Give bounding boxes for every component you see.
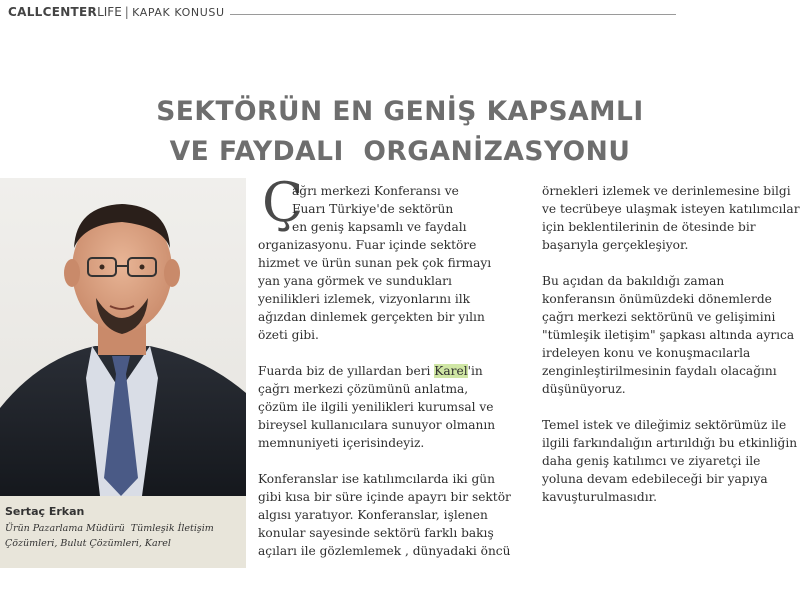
- text-line: ve tecrübeye ulaşmak isteyen katılımcılar: [542, 202, 800, 216]
- text-line: ağızdan dinlemek gerçekten bir yılın: [258, 310, 485, 324]
- text-line: çözüm ile ilgili yenilikleri kurumsal ve: [258, 400, 494, 414]
- text-line: konferansın önümüzdeki dönemlerde: [542, 292, 772, 306]
- text-line: başarıyla gerçekleşiyor.: [542, 238, 689, 252]
- masthead-separator: |: [124, 5, 130, 19]
- text-line: algısı yaratıyor. Konferanslar, işlenen: [258, 508, 488, 522]
- headline-line-2: VE FAYDALI ORGANİZASYONU: [169, 136, 631, 167]
- masthead-section: KAPAK KONUSU: [132, 6, 225, 19]
- text-line: kavuşturulmasıdır.: [542, 490, 657, 504]
- text-line: ağrı merkezi Konferansı ve: [292, 184, 459, 198]
- paragraph-2: [258, 362, 520, 452]
- caption-title-line-2: Çözümleri, Bulut Çözümleri, Karel: [5, 538, 171, 549]
- paragraph-4: [542, 182, 800, 254]
- text-line: zenginleştirilmesinin faydalı olacağını: [542, 364, 777, 378]
- text-line: yan yana görmek ve sundukları: [258, 274, 452, 288]
- masthead: [8, 5, 225, 19]
- text-line: Fuarı Türkiye'de sektörün: [292, 202, 454, 216]
- text-line: düşünüyoruz.: [542, 382, 626, 396]
- text-line: örnekleri izlemek ve derinlemesine bilgi: [542, 184, 791, 198]
- text-fragment: Fuarda biz de yıllardan beri: [258, 364, 435, 378]
- text-line: çağrı merkezi sektörünü ve gelişimini: [542, 310, 776, 324]
- highlighted-company-name: Karel: [434, 364, 468, 378]
- caption-name: Sertaç Erkan: [5, 505, 85, 518]
- paragraph-5: [542, 272, 800, 398]
- text-line: en geniş kapsamlı ve faydalı: [292, 220, 467, 234]
- text-fragment: 'in: [467, 364, 483, 378]
- text-line: açıları ile gözlemlemek , dünyadaki öncü: [258, 544, 511, 558]
- paragraph-1: [258, 182, 520, 344]
- masthead-brand: CALLCENTER: [8, 5, 98, 19]
- article-column-2: [542, 182, 800, 524]
- headline-line-1: SEKTÖRÜN EN GENİŞ KAPSAMLI: [156, 96, 644, 127]
- text-line: yoluna devam edebileceği bir yapıya: [542, 472, 768, 486]
- headline: [150, 92, 650, 172]
- paragraph-3: [258, 470, 520, 560]
- text-line: irdeleyen konu ve konuşmacılarla: [542, 346, 751, 360]
- text-line: organizasyonu. Fuar içinde sektöre: [258, 238, 477, 252]
- text-line: özeti gibi.: [258, 328, 319, 342]
- article-column-1: [258, 182, 520, 578]
- drop-cap: Ç: [262, 171, 304, 234]
- text-line: yenilikleri izlemek, vizyonlarını ilk: [258, 292, 471, 306]
- text-line: gibi kısa bir süre içinde apayrı bir sektör: [258, 490, 511, 504]
- text-line: "tümleşik iletişim" şapkası altında ayrıca: [542, 328, 795, 342]
- text-line: çağrı merkezi çözümünü anlatma,: [258, 382, 469, 396]
- text-line: Konferanslar ise katılımcılarda iki gün: [258, 472, 495, 486]
- text-line: daha geniş katılımcı ve ziyaretçi ile: [542, 454, 761, 468]
- text-line: Temel istek ve dileğimiz sektörümüz ile: [542, 418, 787, 432]
- paragraph-6: [542, 416, 800, 506]
- masthead-rule: [230, 14, 676, 15]
- text-line: ilgili farkındalığın artırıldığı bu etkinliğin: [542, 436, 798, 450]
- masthead-brand-suffix: LIFE: [97, 5, 122, 19]
- caption-title: [5, 521, 241, 551]
- text-line: memnuniyeti içerisindeyiz.: [258, 436, 425, 450]
- text-line: için beklentilerinin de ötesinde bir: [542, 220, 756, 234]
- caption-title-line-1: Ürün Pazarlama Müdürü Tümleşik İletişim: [5, 523, 214, 534]
- text-line: Bu açıdan da bakıldığı zaman: [542, 274, 725, 288]
- text-line: konular sayesinde sektörü farklı bakış: [258, 526, 494, 540]
- text-line: hizmet ve ürün sunan pek çok firmayı: [258, 256, 492, 270]
- text-line: bireysel kullanıcılara sunuyor olmanın: [258, 418, 496, 432]
- portrait-photo: [0, 178, 246, 496]
